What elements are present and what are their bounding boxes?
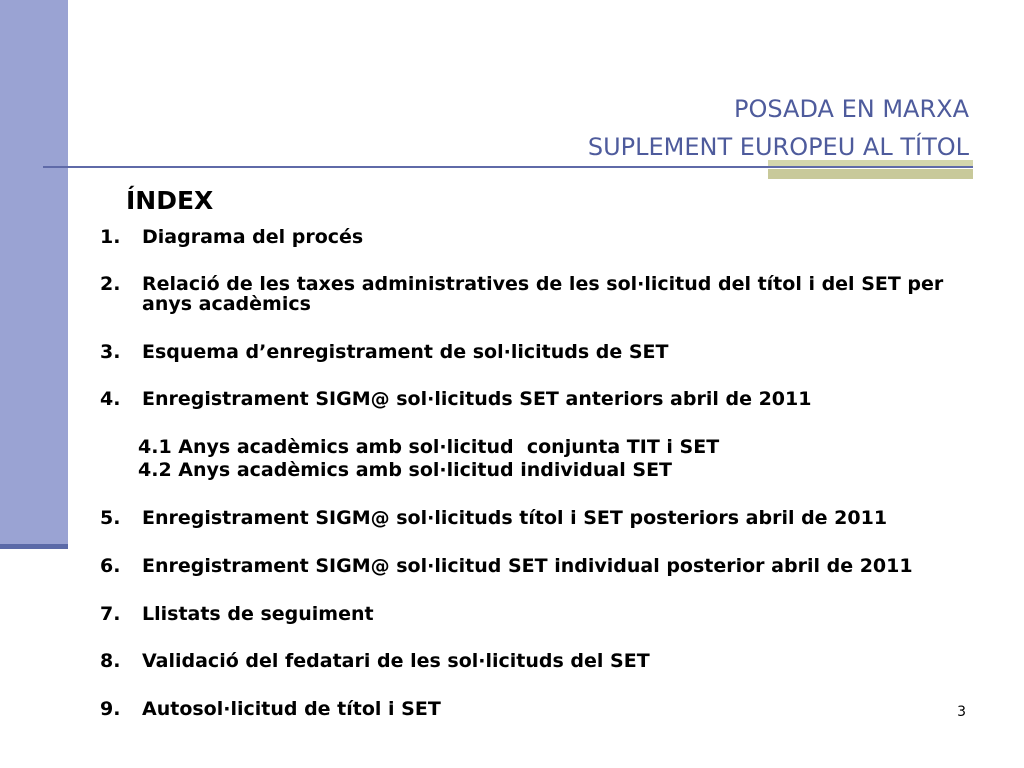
index-heading: ÍNDEX	[126, 186, 214, 215]
index-item-text: Relació de les taxes administratives de les sol·licitud del títol i del SET per	[142, 273, 944, 295]
index-item-number: 7.	[100, 603, 121, 625]
index-item-text: Enregistrament SIGM@ sol·licituds títol i SET posteriors abril de 2011	[142, 507, 888, 529]
index-item-text: Esquema d’enregistrament de sol·licituds de SET	[142, 341, 669, 363]
index-item-number: 1.	[100, 226, 121, 248]
decorative-side-bar-base	[0, 544, 68, 549]
index-item-3	[100, 341, 668, 363]
index-item-number: 4.	[100, 388, 121, 410]
index-item-text: Enregistrament SIGM@ sol·licitud SET individual posterior abril de 2011	[142, 555, 913, 577]
index-item-text: Validació del fedatari de les sol·licituds del SET	[142, 650, 650, 672]
page-number: 3	[957, 704, 966, 720]
index-subitem-4-1: 4.1 Anys acadèmics amb sol·licitud conjunta TIT i SET	[138, 436, 720, 458]
index-item-text: Autosol·licitud de títol i SET	[142, 698, 441, 720]
index-item-9	[100, 698, 441, 720]
index-item-5	[100, 507, 887, 529]
index-item-4	[100, 388, 811, 410]
index-item-1	[100, 226, 363, 248]
decorative-olive-band	[768, 169, 973, 179]
index-item-text: Enregistrament SIGM@ sol·licituds SET anteriors abril de 2011	[142, 388, 812, 410]
index-item-text: Llistats de seguiment	[142, 603, 374, 625]
index-item-number: 9.	[100, 698, 121, 720]
slide-title	[588, 90, 969, 166]
index-item-8	[100, 650, 650, 672]
index-item-text: Diagrama del procés	[142, 226, 364, 248]
title-divider	[43, 166, 973, 168]
index-item-number: 5.	[100, 507, 121, 529]
index-item-6	[100, 555, 913, 577]
index-item-number: 3.	[100, 341, 121, 363]
index-item-7	[100, 603, 374, 625]
slide-title-line-2: SUPLEMENT EUROPEU AL TÍTOL	[587, 133, 969, 161]
index-item-2-continuation: anys acadèmics	[142, 293, 311, 315]
index-item-2	[100, 273, 943, 295]
index-subitem-4-2: 4.2 Anys acadèmics amb sol·licitud individual SET	[138, 459, 673, 481]
slide-title-line-1: POSADA EN MARXA	[734, 95, 969, 123]
index-item-number: 2.	[100, 273, 121, 295]
index-item-number: 8.	[100, 650, 121, 672]
index-item-number: 6.	[100, 555, 121, 577]
decorative-side-bar	[0, 0, 68, 544]
